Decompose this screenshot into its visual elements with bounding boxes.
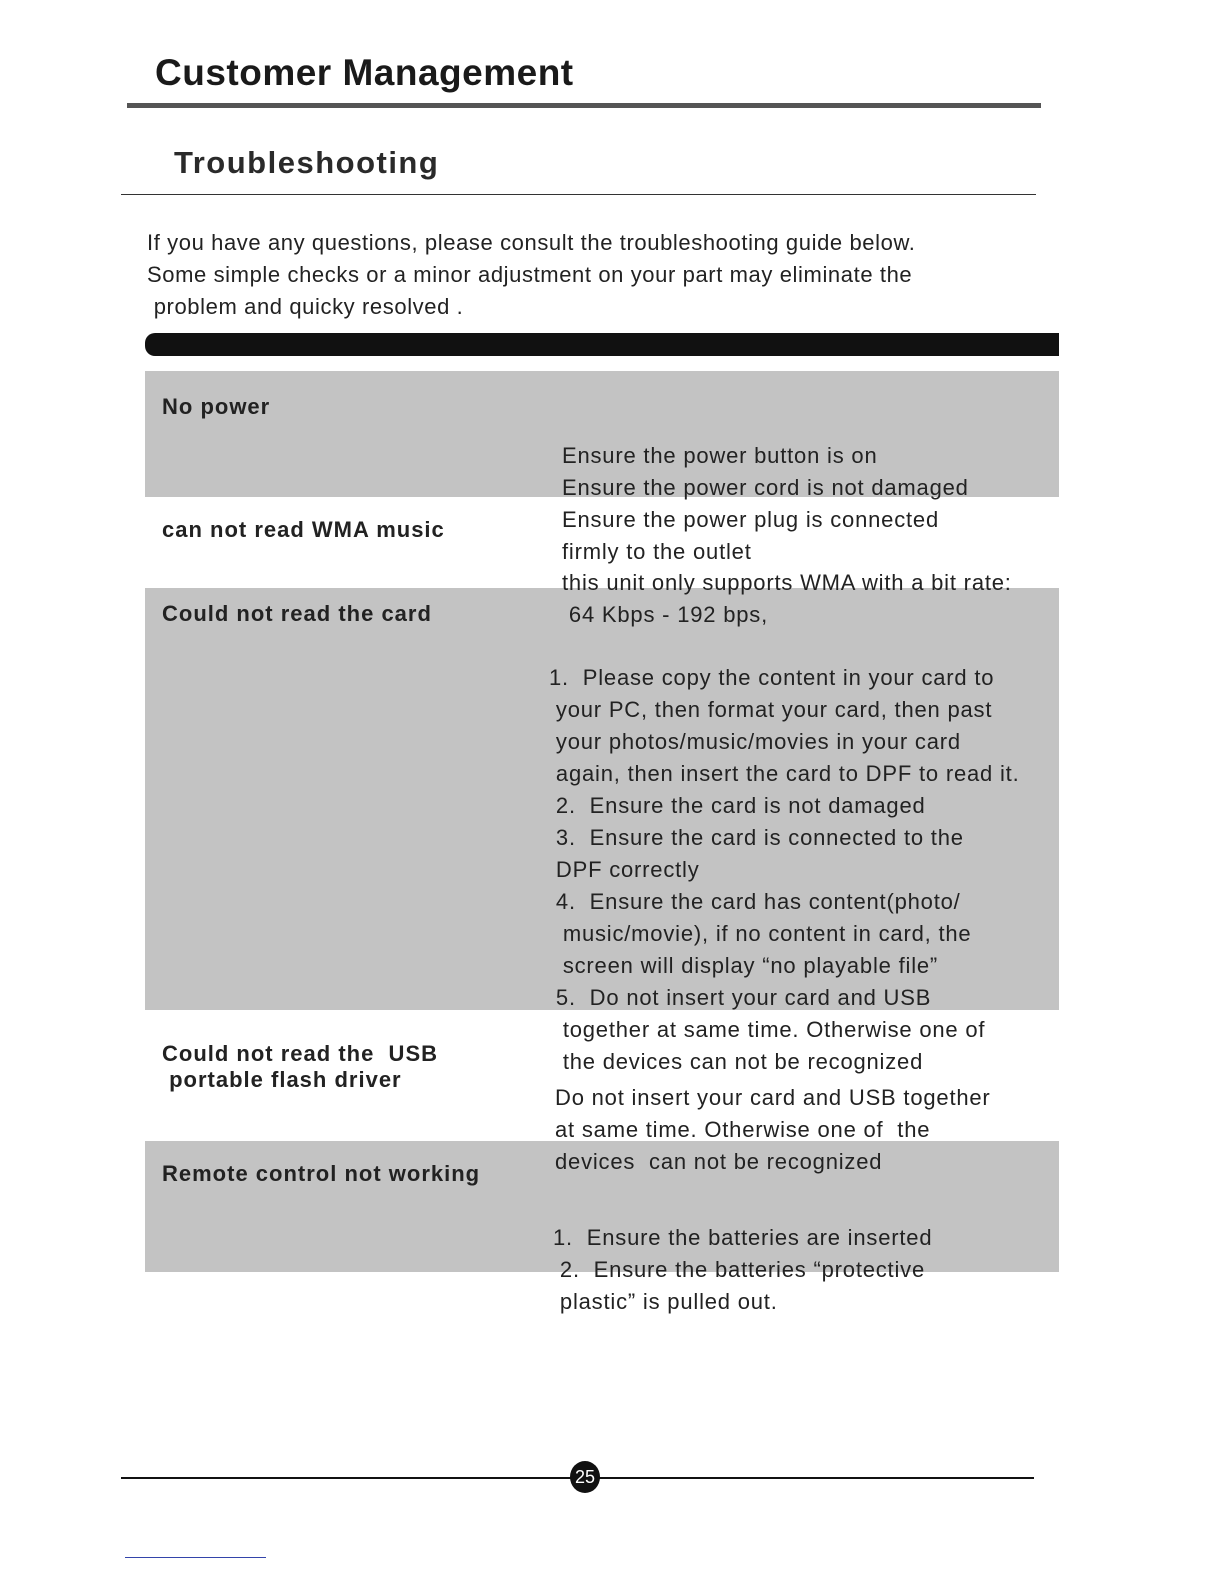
- solution-text: this unit only supports WMA with a bit rate: 64 Kbps - 192 bps,: [562, 570, 1012, 627]
- solution-text: 1. Ensure the batteries are inserted 2. Ensure the batteries “protective plastic” is pulled out.: [553, 1225, 933, 1314]
- page-number: 25: [570, 1461, 600, 1493]
- problem-label: can not read WMA music: [162, 517, 445, 542]
- intro-line: Some simple checks or a minor adjustment on your part may eliminate the: [147, 262, 913, 287]
- footnote-divider: [125, 1557, 266, 1558]
- problem-label: Remote control not working: [162, 1161, 481, 1186]
- problem-label: No power: [162, 394, 271, 419]
- solution-text: Do not insert your card and USB together at same time. Otherwise one of the devices can not be recognized: [555, 1085, 991, 1174]
- page-title: Customer Management: [155, 52, 574, 93]
- table-header-bar: [145, 333, 1059, 356]
- intro-line: problem and quicky resolved .: [147, 294, 464, 319]
- problem-label: Could not read the USB portable flash driver: [162, 1041, 438, 1092]
- intro-line: If you have any questions, please consult the troubleshooting guide below.: [147, 230, 916, 255]
- problem-label: Could not read the card: [162, 601, 432, 626]
- section-heading: Troubleshooting: [174, 145, 440, 180]
- section-divider: [121, 194, 1036, 195]
- solution-text: 1. Please copy the content in your card to your PC, then format your card, then past your photos/music/movies in your card again, then insert the card to DPF to read it. 2. Ensure the card is not damaged 3. Ensure the card is connected to the DPF correctly 4. Ensure the card has content(photo/ music/movie), if no content in card, the screen will display “no playable file” 5. Do not insert your card and USB together at same time. Otherwise one of the devices can not be recognized: [549, 665, 1020, 1074]
- title-divider: [127, 103, 1041, 108]
- solution-text: Ensure the power button is on Ensure the power cord is not damaged Ensure the power plug is connected firmly to the outlet: [562, 443, 969, 564]
